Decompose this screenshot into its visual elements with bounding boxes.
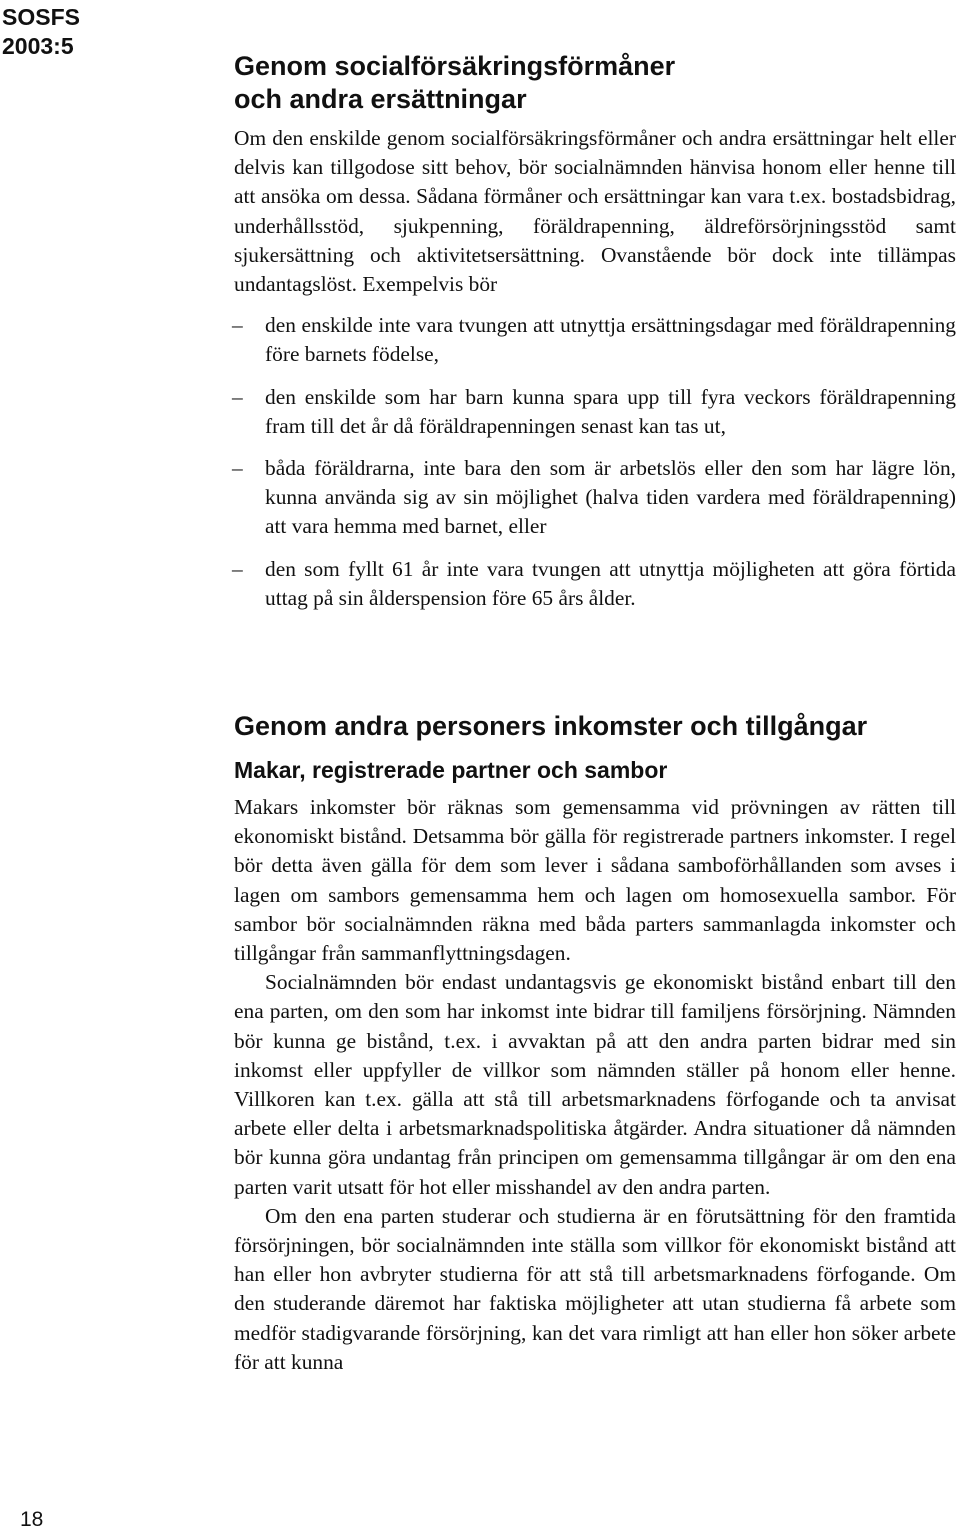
page-number: 18 xyxy=(20,1508,44,1531)
dash-bullet: – xyxy=(232,384,243,409)
body-paragraph: Om den ena parten studerar och studierna är en förutsättning för den framtida försörjningen, bör socialnämnden inte ställa som villkor för ekonomiskt bistånd att han eller hon avbryter studierna för att stå till arbetsmarknadens förfogande. Om den studerande däremot har faktiska möjligheter att utan studierna få arbete som medför stadigvarande försörjning, kan det vara rimligt att han eller hon söker arbete för att kunna xyxy=(234,1203,956,1374)
series-number: 2003:5 xyxy=(2,33,74,59)
list-item-text: den enskilde som har barn kunna spara upp till fyra veckors föräldrapenning fram till det år då föräldrapenningen senast kan tas ut, xyxy=(265,384,956,438)
document-series-mark xyxy=(2,3,80,61)
list-item-text: båda föräldrarna, inte bara den som är arbetslös eller den som har lägre lön, kunna använda sig av sin möjlighet (halva tiden vardera med föräldrapenning) att vara hemma med barnet, eller xyxy=(265,456,956,539)
dash-bullet: – xyxy=(232,313,243,338)
heading-line-2: och andra ersättningar xyxy=(234,84,527,114)
dash-bullet: – xyxy=(232,456,243,481)
body-paragraph: Makars inkomster bör räknas som gemensamma vid prövningen av rätten till ekonomiskt bistånd. Detsamma bör gälla för registrerade partners inkomster. I regel bör detta även gälla för dem som lever i sådana samboförhållanden som avses i lagen om sambors gemensamma hem och lagen om homosexuella sambor. För sambor bör socialnämnden räkna med båda parters sammanlagda inkomster och tillgångar från sammanflyttningsdagen. xyxy=(234,795,956,966)
section-two xyxy=(234,0,956,1377)
dash-bullet: – xyxy=(232,556,243,581)
heading-line-1: Genom socialförsäkringsförmåner xyxy=(234,51,676,81)
subsection-heading-spouses: Makar, registrerade partner och sambor xyxy=(234,757,668,783)
list-item-text: den som fyllt 61 år inte vara tvungen att utnyttja möjligheten att göra förtida uttag på sin ålderspension före 65 års ålder. xyxy=(265,556,956,610)
body-paragraph: Socialnämnden bör endast undantagsvis ge ekonomiskt bistånd enbart till den ena parten, om den som har inkomst inte bidrar till familjens försörjning. Nämnden bör kunna ge bistånd, t.ex. i avvaktan på att den andra parten bidrar med sin inkomst eller uppfyller de villkor som nämnden ställer på honom eller henne. Villkoren kan t.ex. gälla att stå till arbetsmarknadens förfogande och ta anvisat arbete eller delta i arbetsmarknadspolitiska åtgärder. Andra situationer då nämnden bör kunna göra undantag från principen om gemensamma tillgångar är om den ena parten varit utsatt för hot eller misshandel av den andra parten. xyxy=(234,970,956,1199)
list-item-text: den enskilde inte vara tvungen att utnyttja ersättningsdagar med föräldrapenning före barnets födelse, xyxy=(265,313,956,367)
section-heading-other-persons: Genom andra personers inkomster och tillgångar xyxy=(234,711,868,741)
series-name: SOSFS xyxy=(2,4,80,30)
intro-paragraph: Om den enskilde genom socialförsäkringsförmåner och andra ersättningar helt eller delvis kan tillgodose sitt behov, bör socialnämnden hänvisa honom eller henne till att ansöka om dessa. Sådana förmåner och ersättningar kan vara t.ex. bostadsbidrag, underhållsstöd, sjukpenning, föräldrapenning, äldreförsörjningsstöd samt sjukersättning och aktivitetsersättning. Ovanstående bör dock inte tillämpas undantagslöst. Exempelvis bör xyxy=(234,126,956,297)
